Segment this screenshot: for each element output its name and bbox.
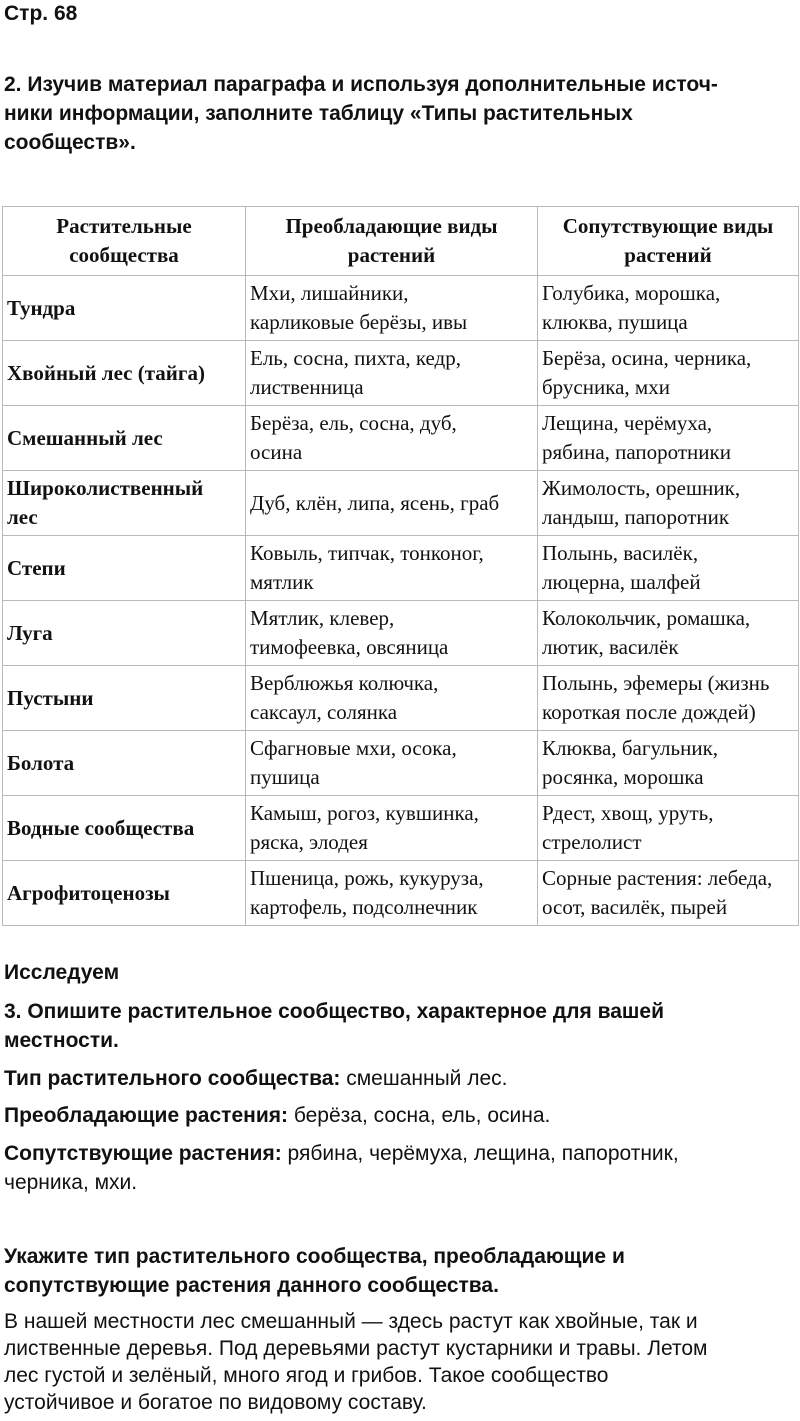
dominant-species: Камыш, рогоз, кувшинка, ряска, элодея	[246, 796, 538, 861]
dominant-plants-value: берёза, сосна, ель, осина.	[287, 1104, 551, 1127]
task3-instruction	[4, 997, 794, 1055]
dominant-species: Сфагновые мхи, осока, пушица	[246, 731, 538, 796]
community-name: Степи	[3, 536, 246, 601]
header-line: Растительные	[56, 214, 192, 238]
dominant-species: Дуб, клён, липа, ясень, граб	[246, 471, 538, 536]
accompanying-species: Клюква, багульник, росянка, морошка	[538, 731, 799, 796]
plant-communities-table	[2, 206, 799, 926]
community-name: Широколиственный лес	[3, 471, 246, 536]
header-dominant	[246, 207, 538, 276]
answer-line: В нашей местности лес смешанный — здесь растут как хвойные, так и	[4, 1310, 698, 1333]
accompanying-species: Лещина, черёмуха, рябина, папоротники	[538, 406, 799, 471]
dominant-species: Верблюжья колючка, саксаул, солянка	[246, 666, 538, 731]
header-communities	[3, 207, 246, 276]
community-name: Агрофитоценозы	[3, 861, 246, 926]
page-label: Стр. 68	[4, 2, 78, 25]
answer-line: лиственные деревья. Под деревьями растут кустарники и травы. Летом	[4, 1337, 708, 1360]
community-type-label: Тип растительного сообщества:	[4, 1067, 341, 1090]
accompanying-species: Жимолость, орешник, ландыш, папоротник	[538, 471, 799, 536]
header-line: сообщества	[69, 243, 179, 267]
accompanying-species: Полынь, эфемеры (жизнь короткая после дождей)	[538, 666, 799, 731]
header-line: Сопутствующие виды	[562, 214, 774, 238]
table-row	[3, 406, 799, 471]
dominant-plants-label: Преобладающие растения:	[4, 1104, 288, 1127]
accompanying-species: Берёза, осина, черника, брусника, мхи	[538, 341, 799, 406]
task2-instruction	[4, 70, 794, 157]
table-row	[3, 471, 799, 536]
table-row	[3, 536, 799, 601]
accompanying-species: Колокольчик, ромашка, лютик, василёк	[538, 601, 799, 666]
table-row	[3, 341, 799, 406]
indicate-heading	[4, 1242, 794, 1300]
community-name: Смешанный лес	[3, 406, 246, 471]
accompanying-species: Сорные растения: лебеда, осот, василёк, пырей	[538, 861, 799, 926]
accompanying-species: Рдест, хвощ, уруть, стрелолист	[538, 796, 799, 861]
task2-line: сообществ».	[4, 131, 136, 154]
task2-line: 2. Изучив материал параграфа и используя дополнительные источ-	[4, 73, 718, 96]
table-row	[3, 796, 799, 861]
header-line: Преобладающие виды	[285, 214, 498, 238]
community-name: Болота	[3, 731, 246, 796]
dominant-plants-answer	[4, 1101, 794, 1130]
table-row	[3, 861, 799, 926]
community-name: Хвойный лес (тайга)	[3, 341, 246, 406]
community-type-value: смешанный лес.	[340, 1067, 508, 1090]
table-row	[3, 666, 799, 731]
table-header-row	[3, 207, 799, 276]
research-heading: Исследуем	[4, 961, 120, 984]
task3-line: 3. Опишите растительное сообщество, характерное для вашей	[4, 1000, 664, 1023]
community-type-answer	[4, 1064, 794, 1093]
task3-line: местности.	[4, 1029, 119, 1052]
indicate-answer	[4, 1308, 794, 1416]
community-name: Пустыни	[3, 666, 246, 731]
dominant-species: Берёза, ель, сосна, дуб, осина	[246, 406, 538, 471]
dominant-species: Пшеница, рожь, кукуруза, картофель, подсолнечник	[246, 861, 538, 926]
accompanying-plants-answer	[4, 1139, 794, 1197]
header-accompanying	[538, 207, 799, 276]
accompanying-species: Полынь, василёк, люцерна, шалфей	[538, 536, 799, 601]
answer-line: лес густой и зелёный, много ягод и грибов. Такое сообщество	[4, 1364, 609, 1387]
table-row	[3, 276, 799, 341]
task2-line: ники информации, заполните таблицу «Типы растительных	[4, 102, 633, 125]
header-line: растений	[347, 243, 436, 267]
indicate-heading-line: Укажите тип растительного сообщества, преобладающие и	[4, 1245, 625, 1268]
accompanying-plants-value-cont: черника, мхи.	[4, 1171, 138, 1194]
dominant-species: Ель, сосна, пихта, кедр, лиственница	[246, 341, 538, 406]
accompanying-plants-label: Сопутствующие растения:	[4, 1142, 282, 1165]
accompanying-species: Голубика, морошка, клюква, пушица	[538, 276, 799, 341]
header-line: растений	[624, 243, 712, 267]
community-name: Водные сообщества	[3, 796, 246, 861]
answer-line: устойчивое и богатое по видовому составу.	[4, 1391, 427, 1414]
community-name: Луга	[3, 601, 246, 666]
community-name: Тундра	[3, 276, 246, 341]
table-row	[3, 731, 799, 796]
dominant-species: Ковыль, типчак, тонконог, мятлик	[246, 536, 538, 601]
dominant-species: Мхи, лишайники, карликовые берёзы, ивы	[246, 276, 538, 341]
dominant-species: Мятлик, клевер, тимофеевка, овсяница	[246, 601, 538, 666]
table-row	[3, 601, 799, 666]
indicate-heading-line: сопутствующие растения данного сообщества.	[4, 1274, 499, 1297]
accompanying-plants-value: рябина, черёмуха, лещина, папоротник,	[281, 1142, 679, 1165]
